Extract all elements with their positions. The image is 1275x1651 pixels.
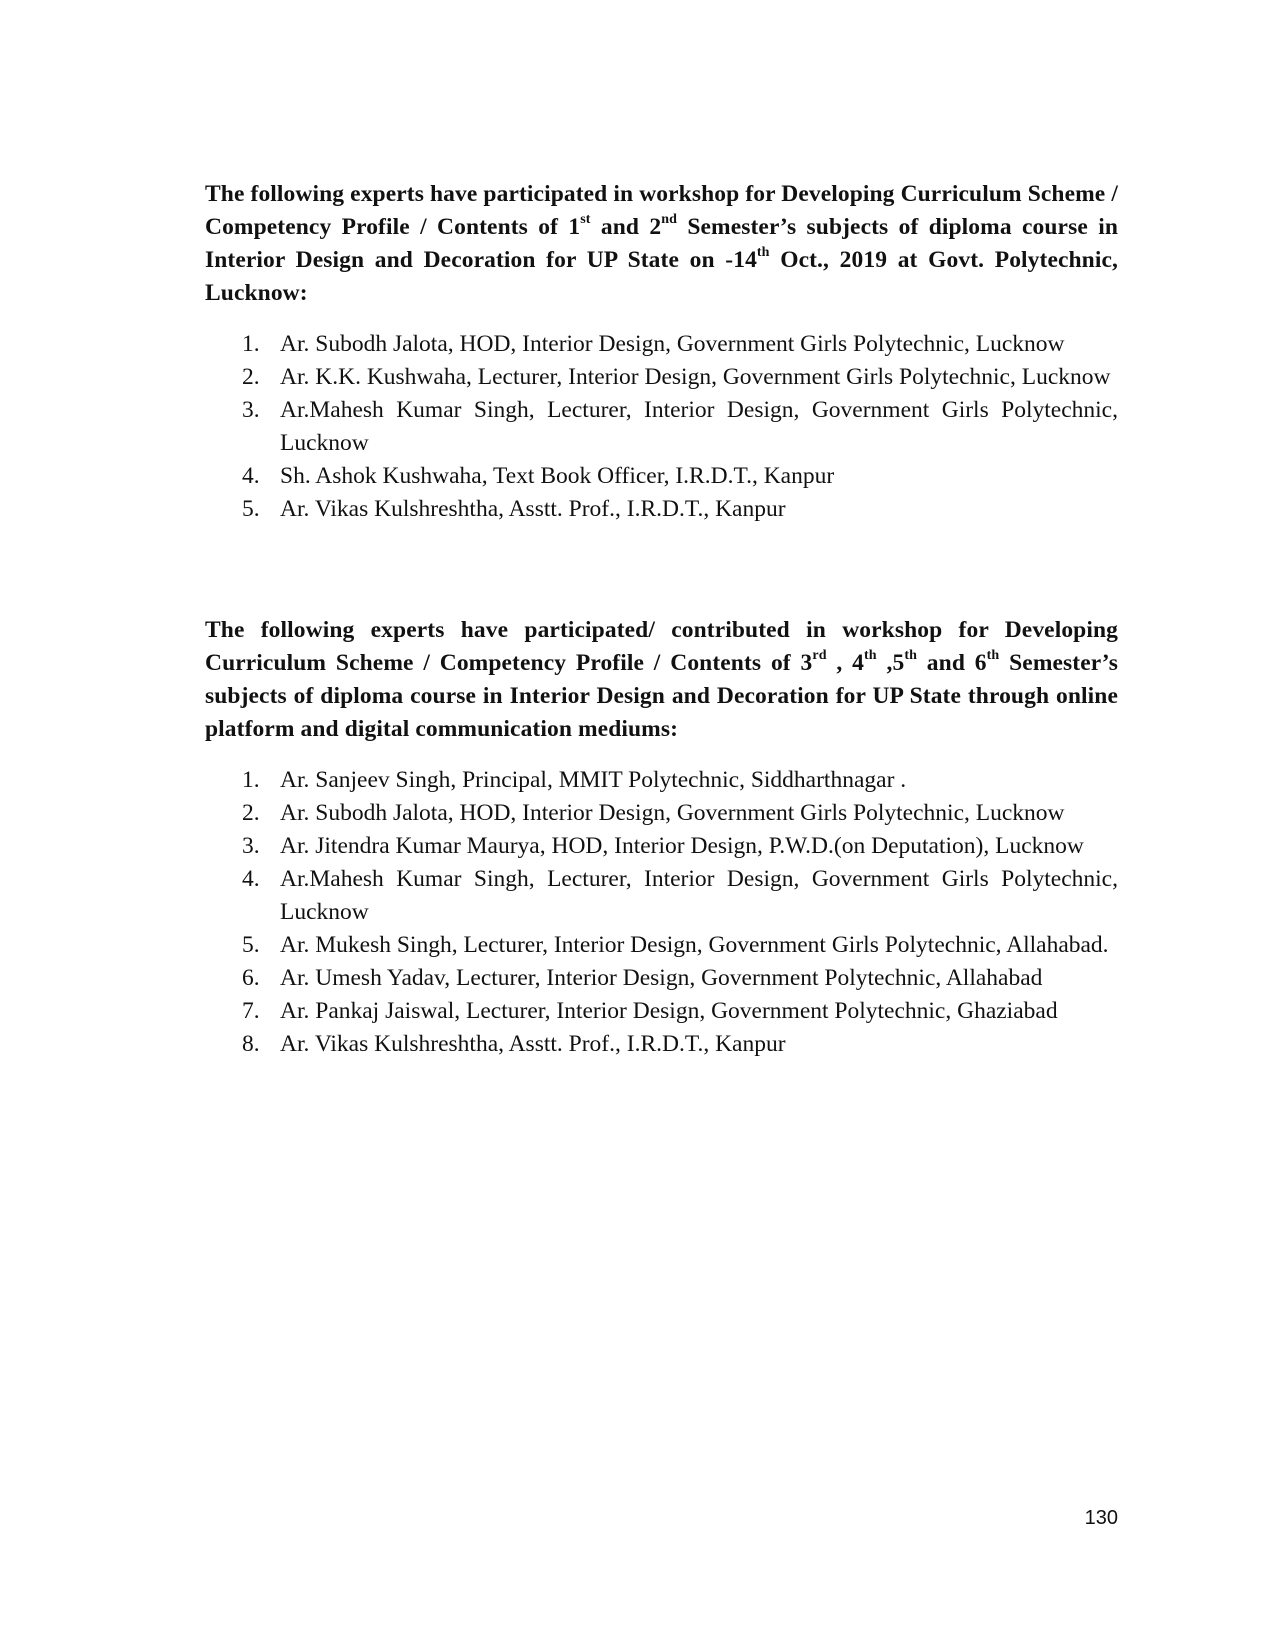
- list-item: [205, 929, 1118, 962]
- expert-list-1: [205, 328, 1118, 526]
- list-item: [205, 962, 1118, 995]
- list-item-text: Ar. Umesh Yadav, Lecturer, Interior Design, Government Polytechnic, Allahabad: [280, 965, 1043, 991]
- heading-text: , 4: [826, 650, 865, 676]
- list-item-number: 3.: [242, 833, 260, 859]
- list-item-number: 1.: [242, 331, 260, 357]
- list-item-text: Sh. Ashok Kushwaha, Text Book Officer, I.R.D.T., Kanpur: [280, 463, 835, 489]
- list-item-number: 1.: [242, 767, 260, 793]
- list-item-number: 5.: [242, 496, 260, 522]
- ordinal-superscript: th: [756, 245, 770, 261]
- list-item-number: 2.: [242, 364, 260, 390]
- list-item-number: 4.: [242, 866, 260, 892]
- heading-text: Semester’s subjects of diploma course in Interior Design and Decoration for UP State through online platform and digital communication mediums:: [205, 650, 1118, 742]
- list-item-text: Ar.Mahesh Kumar Singh, Lecturer, Interior Design, Government Girls Polytechnic, Lucknow: [280, 397, 1118, 456]
- heading-text: and 2: [590, 214, 662, 240]
- list-item-number: 3.: [242, 397, 260, 423]
- expert-list-2: [205, 764, 1118, 1061]
- heading-text: Semester’s subjects of diploma course in Interior Design and Decoration for UP State on -14: [205, 214, 1118, 273]
- list-item-text: Ar. Subodh Jalota, HOD, Interior Design, Government Girls Polytechnic, Lucknow: [280, 800, 1065, 826]
- workshop-section-2: [205, 614, 1118, 1061]
- list-item-text: Ar. Pankaj Jaiswal, Lecturer, Interior Design, Government Polytechnic, Ghaziabad: [280, 998, 1058, 1024]
- list-item: [205, 328, 1118, 361]
- heading-text: Oct., 2019 at Govt. Polytechnic, Lucknow:: [205, 247, 1118, 306]
- list-item: [205, 361, 1118, 394]
- list-item: [205, 493, 1118, 526]
- list-item-text: Ar.Mahesh Kumar Singh, Lecturer, Interior Design, Government Girls Polytechnic, Lucknow: [280, 866, 1118, 925]
- list-item-text: Ar. K.K. Kushwaha, Lecturer, Interior Design, Government Girls Polytechnic, Lucknow: [280, 364, 1111, 390]
- section-1-heading: [205, 178, 1118, 310]
- ordinal-superscript: st: [580, 212, 591, 228]
- list-item-number: 4.: [242, 463, 260, 489]
- list-item: [205, 830, 1118, 863]
- workshop-section-1: [205, 178, 1118, 526]
- list-item-number: 8.: [242, 1031, 260, 1057]
- ordinal-superscript: th: [904, 648, 917, 664]
- list-item: [205, 460, 1118, 493]
- list-item-number: 7.: [242, 998, 260, 1024]
- heading-text: The following experts have participated in workshop for Developing Curriculum Scheme / Competency Profile / Contents of 1: [205, 181, 1118, 240]
- list-item-text: Ar. Vikas Kulshreshtha, Asstt. Prof., I.R.D.T., Kanpur: [280, 1031, 786, 1057]
- list-item-text: Ar. Jitendra Kumar Maurya, HOD, Interior Design, P.W.D.(on Deputation), Lucknow: [280, 833, 1084, 859]
- heading-text: The following experts have participated/ contributed in workshop for Developing Curriculum Scheme / Competency Profile / Contents of 3: [205, 617, 1118, 676]
- ordinal-superscript: nd: [661, 212, 678, 228]
- list-item-text: Ar. Subodh Jalota, HOD, Interior Design, Government Girls Polytechnic, Lucknow: [280, 331, 1065, 357]
- section-2-heading: [205, 614, 1118, 746]
- list-item: [205, 797, 1118, 830]
- page-number: 130: [1084, 1507, 1118, 1529]
- list-item: [205, 764, 1118, 797]
- ordinal-superscript: th: [986, 648, 1000, 664]
- list-item-number: 6.: [242, 965, 260, 991]
- list-item-number: 2.: [242, 800, 260, 826]
- list-item-text: Ar. Vikas Kulshreshtha, Asstt. Prof., I.R.D.T., Kanpur: [280, 496, 786, 522]
- heading-text: and 6: [917, 650, 987, 676]
- ordinal-superscript: th: [864, 648, 877, 664]
- list-item: [205, 995, 1118, 1028]
- list-item: [205, 394, 1118, 460]
- list-item: [205, 863, 1118, 929]
- heading-text: ,5: [876, 650, 905, 676]
- list-item-text: Ar. Mukesh Singh, Lecturer, Interior Design, Government Girls Polytechnic, Allahabad.: [280, 932, 1109, 958]
- ordinal-superscript: rd: [812, 648, 827, 664]
- list-item-number: 5.: [242, 932, 260, 958]
- list-item-text: Ar. Sanjeev Singh, Principal, MMIT Polytechnic, Siddharthnagar .: [280, 767, 907, 793]
- list-item: [205, 1028, 1118, 1061]
